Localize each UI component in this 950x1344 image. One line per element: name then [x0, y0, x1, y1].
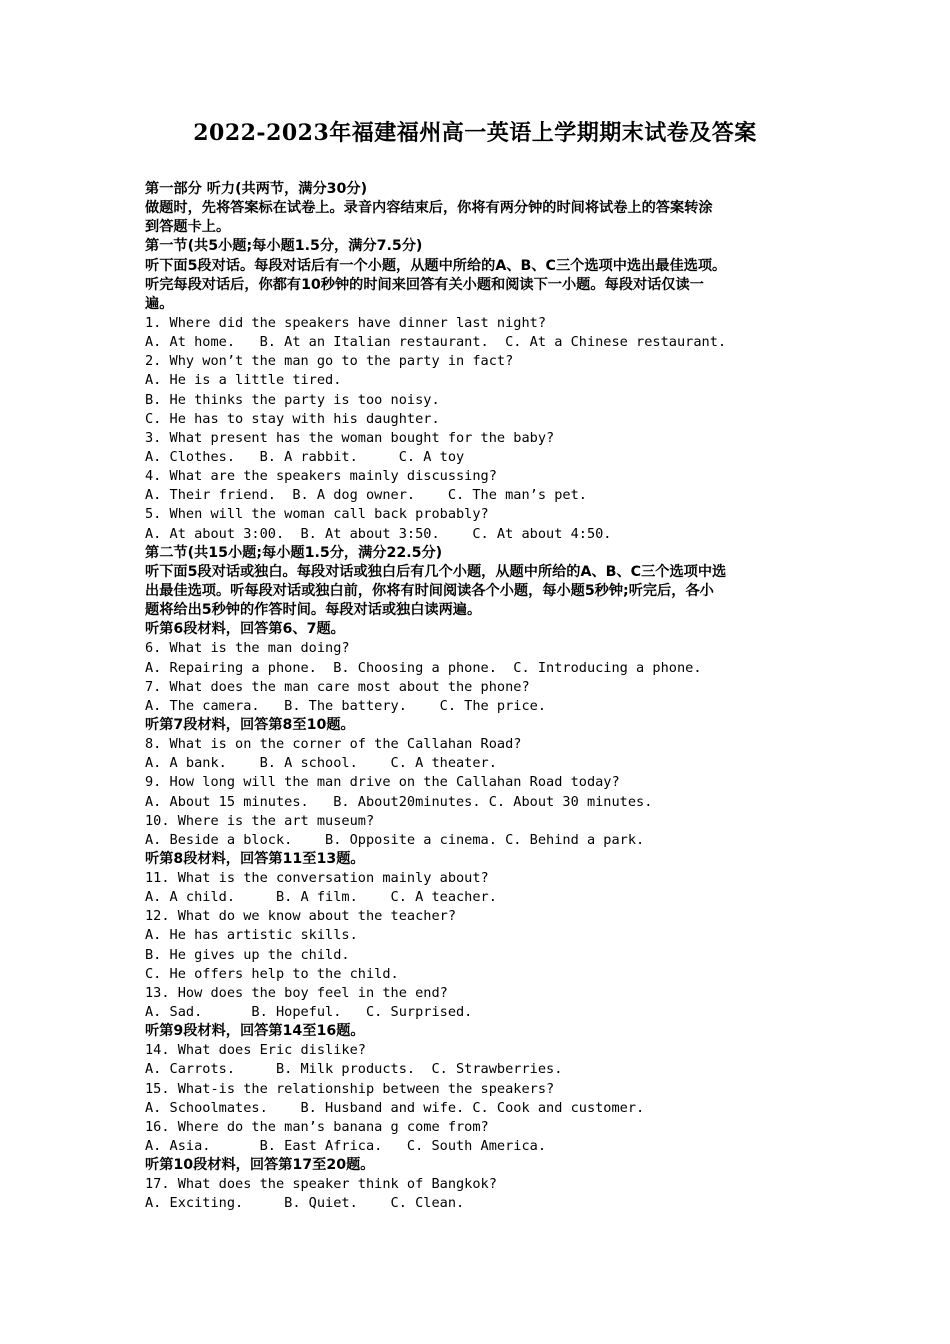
question-text-line: 3. What present has the woman bought for the baby? [145, 429, 555, 446]
question-text-line: A. Asia. B. East Africa. C. South America. [145, 1138, 547, 1155]
question-text-line: A. Repairing a phone. B. Choosing a phone. C. Introducing a phone. [145, 659, 702, 676]
question-text-line: 10. Where is the art museum? [145, 812, 375, 829]
section-text-line: 题将给出5秒钟的作答时间。每段对话或独白读两遍。 [145, 602, 482, 619]
question-text-line: 16. Where do the man’s banana g come from? [145, 1118, 489, 1135]
question-text-line: A. At about 3:00. B. At about 3:50. C. At about 4:50. [145, 525, 612, 542]
section-text-line: 听第10段材料，回答第17至20题。 [145, 1157, 375, 1174]
section-text-line: 做题时，先将答案标在试卷上。录音内容结束后，你将有两分钟的时间将试卷上的答案转涂 [145, 200, 713, 217]
question-text-line: B. He gives up the child. [145, 946, 350, 963]
question-text-line: 15. What-is the relationship between the speakers? [145, 1080, 555, 1097]
document-body [145, 180, 810, 1214]
section-text-line: 第一部分 听力(共两节，满分30分) [145, 181, 368, 197]
question-text-line: 14. What does Eric dislike? [145, 1042, 366, 1059]
section-text-line: 第一节(共5小题;每小题1.5分，满分7.5分) [145, 238, 423, 255]
section-text-line: 听完每段对话后，你都有10秒钟的时间来回答有关小题和阅读下一小题。每段对话仅读一 [145, 276, 704, 293]
section-text-line: 第二节(共15小题;每小题1.5分，满分22.5分) [145, 544, 443, 561]
question-text-line: 6. What is the man doing? [145, 640, 350, 657]
section-text-line: 听第7段材料，回答第8至10题。 [145, 716, 355, 733]
section-text-line: 出最佳选项。听每段对话或独白前，你将有时间阅读各个小题，每小题5秒钟;听完后，各小 [145, 582, 714, 599]
question-text-line: 5. When will the woman call back probably? [145, 506, 489, 523]
question-text-line: C. He has to stay with his daughter. [145, 410, 440, 427]
section-text-line: 听下面5段对话或独白。每段对话或独白后有几个小题，从题中所给的A、B、C三个选项中选 [145, 563, 727, 580]
section-text-line: 遍。 [145, 295, 174, 312]
question-text-line: 12. What do we know about the teacher? [145, 908, 456, 925]
question-text-line: 4. What are the speakers mainly discussing? [145, 468, 497, 485]
question-text-line: A. A child. B. A film. C. A teacher. [145, 889, 497, 906]
question-text-line: 1. Where did the speakers have dinner last night? [145, 314, 547, 331]
question-text-line: B. He thinks the party is too noisy. [145, 391, 440, 408]
question-text-line: 9. How long will the man drive on the Callahan Road today? [145, 774, 620, 791]
section-text-line: 听下面5段对话。每段对话后有一个小题，从题中所给的A、B、C三个选项中选出最佳选项。 [145, 257, 727, 274]
question-text-line: A. Exciting. B. Quiet. C. Clean. [145, 1195, 465, 1212]
question-text-line: 8. What is on the corner of the Callahan Road? [145, 736, 522, 753]
question-text-line: A. At home. B. At an Italian restaurant. C. At a Chinese restaurant. [145, 334, 727, 351]
question-text-line: A. Clothes. B. A rabbit. C. A toy [145, 448, 465, 465]
question-text-line: C. He offers help to the child. [145, 965, 399, 982]
question-text-line: 2. Why won’t the man go to the party in fact? [145, 353, 514, 370]
question-text-line: A. The camera. B. The battery. C. The price. [145, 697, 547, 714]
document-title: 2022-2023年福建福州高一英语上学期期末试卷及答案 [193, 120, 757, 146]
question-text-line: 11. What is the conversation mainly about? [145, 870, 489, 887]
question-text-line: 7. What does the man care most about the phone? [145, 678, 530, 695]
section-text-line: 听第6段材料，回答第6、7题。 [145, 621, 345, 638]
section-text-line: 听第8段材料，回答第11至13题。 [145, 850, 365, 867]
question-text-line: A. About 15 minutes. B. About20minutes. C. About 30 minutes. [145, 793, 653, 810]
question-text-line: A. He has artistic skills. [145, 927, 358, 944]
question-text-line: A. Schoolmates. B. Husband and wife. C. Cook and customer. [145, 1099, 645, 1116]
question-text-line: A. Beside a block. B. Opposite a cinema. C. Behind a park. [145, 831, 645, 848]
question-text-line: A. He is a little tired. [145, 372, 342, 389]
question-text-line: A. Sad. B. Hopeful. C. Surprised. [145, 1004, 473, 1021]
question-text-line: A. Carrots. B. Milk products. C. Strawberries. [145, 1061, 563, 1078]
question-text-line: A. A bank. B. A school. C. A theater. [145, 755, 497, 772]
question-text-line: 17. What does the speaker think of Bangkok? [145, 1176, 497, 1193]
question-text-line: 13. How does the boy feel in the end? [145, 984, 448, 1001]
section-text-line: 听第9段材料，回答第14至16题。 [145, 1023, 365, 1040]
section-text-line: 到答题卡上。 [145, 219, 231, 236]
question-text-line: A. Their friend. B. A dog owner. C. The man’s pet. [145, 487, 587, 504]
